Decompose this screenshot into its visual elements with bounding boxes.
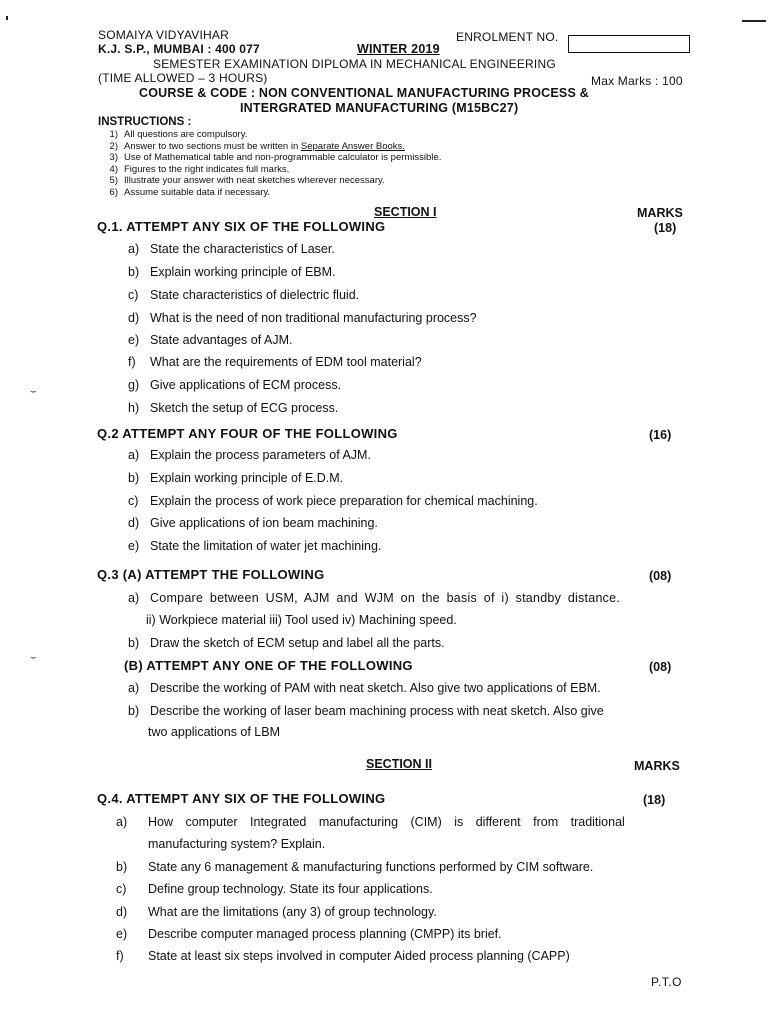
q1-item: f) What are the requirements of EDM tool material? (128, 355, 422, 369)
instruction-item: 6) Assume suitable data if necessary. (109, 186, 271, 198)
q4-item-continuation: manufacturing system? Explain. (148, 837, 326, 851)
q2-item: d) Give applications of ion beam machining. (128, 516, 378, 530)
instruction-item: 2) Answer to two sections must be written in Separate Answer Books. (109, 140, 405, 152)
section-1-heading: SECTION I (374, 205, 437, 219)
q1-marks: (18) (654, 221, 677, 235)
q4-item: e) Describe computer managed process planning (CMPP) its brief. (116, 927, 502, 941)
instructions-list (98, 129, 441, 198)
instructions-heading: INSTRUCTIONS : (98, 116, 192, 128)
scan-mark-top-left (6, 16, 8, 20)
section-2-marks-label: MARKS (634, 759, 680, 773)
q1-item: e) State advantages of AJM. (128, 333, 293, 347)
section-2-heading: SECTION II (366, 757, 432, 771)
instruction-item: 5) Illustrate your answer with neat sketches wherever necessary. (109, 175, 385, 186)
time-allowed: (TIME ALLOWED – 3 HOURS) (98, 71, 268, 85)
q2-item: b) Explain working principle of E.D.M. (128, 471, 344, 485)
q3b-item: b) Describe the working of laser beam machining process with neat sketch. Also give (128, 704, 604, 718)
course-code-line-2: INTERGRATED MANUFACTURING (M15BC27) (240, 101, 519, 115)
q1-heading: Q.1. ATTEMPT ANY SIX OF THE FOLLOWING (97, 219, 386, 234)
scan-mark-top-right (742, 20, 766, 22)
q4-item: b) State any 6 management & manufacturing functions performed by CIM software. (116, 860, 594, 874)
q2-marks: (16) (649, 428, 672, 442)
institute-name: SOMAIYA VIDYAVIHAR (98, 28, 229, 42)
q3a-marks: (08) (649, 569, 672, 583)
enrolment-label: ENROLMENT NO. (456, 30, 559, 44)
exam-title: SEMESTER EXAMINATION DIPLOMA IN MECHANICAL ENGINEERING (153, 57, 556, 71)
q3b-item-continuation: two applications of LBM (148, 725, 281, 739)
scan-mark-left-1: ⌣ (30, 386, 37, 397)
q2-heading: Q.2 ATTEMPT ANY FOUR OF THE FOLLOWING (97, 426, 398, 441)
q3a-item: b) Draw the sketch of ECM setup and label all the parts. (128, 636, 445, 650)
course-code-line-1: COURSE & CODE : NON CONVENTIONAL MANUFACTURING PROCESS & (139, 86, 589, 100)
q3b-heading: (B) ATTEMPT ANY ONE OF THE FOLLOWING (124, 658, 413, 673)
q4-heading: Q.4. ATTEMPT ANY SIX OF THE FOLLOWING (97, 791, 386, 806)
scan-mark-left-2: ⌣ (30, 652, 37, 663)
instruction-item: 4) Figures to the right indicates full marks. (109, 163, 290, 175)
q3b-marks: (08) (649, 660, 672, 674)
q4-item: d) What are the limitations (any 3) of group technology. (116, 905, 437, 919)
section-1-marks-label: MARKS (637, 206, 683, 220)
q3a-item-continuation: ii) Workpiece material iii) Tool used iv) Machining speed. (146, 613, 457, 627)
q3a-item: a) Compare between USM, AJM and WJM on the basis of i) standby distance. (128, 591, 621, 605)
q2-item: e) State the limitation of water jet machining. (128, 539, 382, 553)
q2-item: c) Explain the process of work piece preparation for chemical machining. (128, 494, 538, 508)
q1-item: d) What is the need of non traditional manufacturing process? (128, 311, 477, 325)
q1-item: c) State characteristics of dielectric fluid. (128, 288, 360, 302)
q3a-heading: Q.3 (A) ATTEMPT THE FOLLOWING (97, 567, 325, 582)
q1-item: h) Sketch the setup of ECG process. (128, 401, 339, 415)
instruction-item: 3) Use of Mathematical table and non-programmable calculator is permissible. (109, 152, 442, 163)
institute-address: K.J. S.P., MUMBAI : 400 077 (98, 42, 260, 56)
q4-item: c) Define group technology. State its four applications. (116, 882, 433, 896)
q1-item: g) Give applications of ECM process. (128, 378, 342, 392)
max-marks: Max Marks : 100 (591, 74, 683, 88)
q4-item: a) How computer Integrated manufacturing (CIM) is different from traditional (116, 815, 625, 829)
instruction-item: 1) All questions are compulsory. (109, 129, 248, 140)
exam-session: WINTER 2019 (357, 42, 440, 56)
page-turn-note: P.T.O (651, 975, 682, 989)
q1-item: a) State the characteristics of Laser. (128, 242, 335, 256)
q1-item: b) Explain working principle of EBM. (128, 265, 336, 279)
q4-marks: (18) (643, 793, 666, 807)
enrolment-box (568, 35, 690, 53)
q3b-item: a) Describe the working of PAM with neat sketch. Also give two applications of EBM. (128, 681, 601, 695)
q4-item: f) State at least six steps involved in computer Aided process planning (CAPP) (116, 949, 570, 963)
q2-item: a) Explain the process parameters of AJM. (128, 448, 371, 462)
